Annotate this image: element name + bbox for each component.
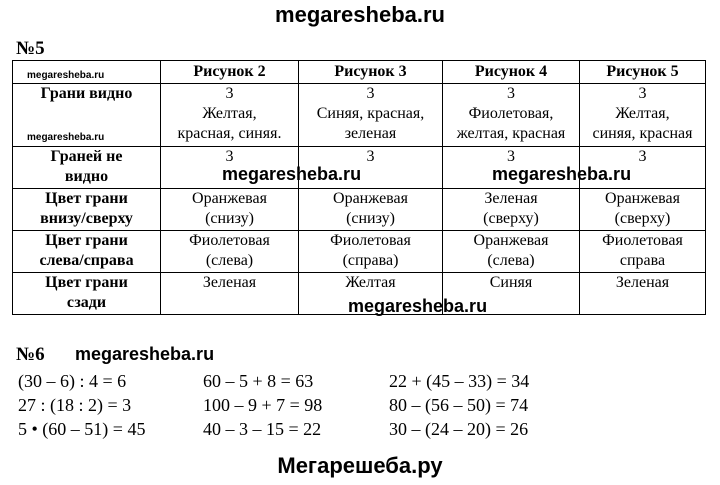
- footer-site-name: Мегарешеба.ру: [277, 453, 443, 478]
- site-title: megaresheba.ru: [275, 2, 445, 27]
- table-watermark: megaresheba.ru: [222, 164, 362, 184]
- table-cell: 3: [299, 147, 443, 189]
- header-figure-5: Рисунок 5: [580, 61, 706, 84]
- table-cell: 3 Синяя, красная, зеленая: [299, 84, 443, 147]
- expression: (30 – 6) : 4 = 6: [18, 371, 127, 391]
- table-cell: Оранжевая (слева): [443, 231, 580, 273]
- task6-column-1: [18, 369, 145, 441]
- table-cell: Синяя: [443, 273, 580, 315]
- expression: 40 – 3 – 15 = 22: [203, 419, 322, 439]
- table-corner-cell: [13, 61, 161, 84]
- table-cell: Зеленая: [161, 273, 299, 315]
- table-cell: Зеленая (сверху): [443, 189, 580, 231]
- table-cell: Фиолетовая справа: [580, 231, 706, 273]
- header-figure-4: Рисунок 4: [443, 61, 580, 84]
- expression: 5 • (60 – 51) = 45: [18, 419, 146, 439]
- table-cell: Фиолетовая (слева): [161, 231, 299, 273]
- task6-column-3: [389, 369, 529, 441]
- table-watermark: megaresheba.ru: [348, 296, 488, 316]
- header-figure-3: Рисунок 3: [299, 61, 443, 84]
- row-label: Грани видно megaresheba.ru: [13, 84, 161, 147]
- table-cell: 3: [443, 147, 580, 189]
- expression: 22 + (45 – 33) = 34: [389, 371, 530, 391]
- expression: 100 – 9 + 7 = 98: [203, 395, 323, 415]
- table-cell: 3: [580, 147, 706, 189]
- corner-watermark: megaresheba.ru: [27, 70, 105, 81]
- task6-column-2: [203, 369, 322, 441]
- corner-watermark: megaresheba.ru: [27, 132, 105, 143]
- expression: 27 : (18 : 2) = 3: [18, 395, 132, 415]
- expression: 30 – (24 – 20) = 26: [389, 419, 529, 439]
- table-row-visible-faces: [13, 84, 706, 147]
- task6-number: №6: [16, 344, 45, 365]
- table-cell: Оранжевая (снизу): [161, 189, 299, 231]
- table-cell: 3 Желтая, синяя, красная: [580, 84, 706, 147]
- table-cell: Желтая: [299, 273, 443, 315]
- row-label: Цвет грани сзади: [13, 273, 161, 315]
- task5-number: №5: [16, 38, 45, 59]
- table-cell: 3 Фиолетовая, желтая, красная: [443, 84, 580, 147]
- table-header-row: [13, 61, 706, 84]
- task6-watermark: megaresheba.ru: [75, 344, 215, 364]
- table-cell: 3 Желтая, красная, синяя.: [161, 84, 299, 147]
- expression: 60 – 5 + 8 = 63: [203, 371, 314, 391]
- table-row-bottom-top-color: [13, 189, 706, 231]
- task5-table: [12, 60, 706, 315]
- table-cell: Оранжевая (сверху): [580, 189, 706, 231]
- row-label: Цвет грани слева/справа: [13, 231, 161, 273]
- table-watermark: megaresheba.ru: [492, 164, 632, 184]
- table-cell: Зеленая: [580, 273, 706, 315]
- expression: 80 – (56 – 50) = 74: [389, 395, 529, 415]
- header-figure-2: Рисунок 2: [161, 61, 299, 84]
- table-cell: 3: [161, 147, 299, 189]
- table-cell: Фиолетовая (справа): [299, 231, 443, 273]
- table-row-left-right-color: [13, 231, 706, 273]
- row-label: Граней не видно: [13, 147, 161, 189]
- table-cell: Оранжевая (снизу): [299, 189, 443, 231]
- row-label: Цвет грани внизу/сверху: [13, 189, 161, 231]
